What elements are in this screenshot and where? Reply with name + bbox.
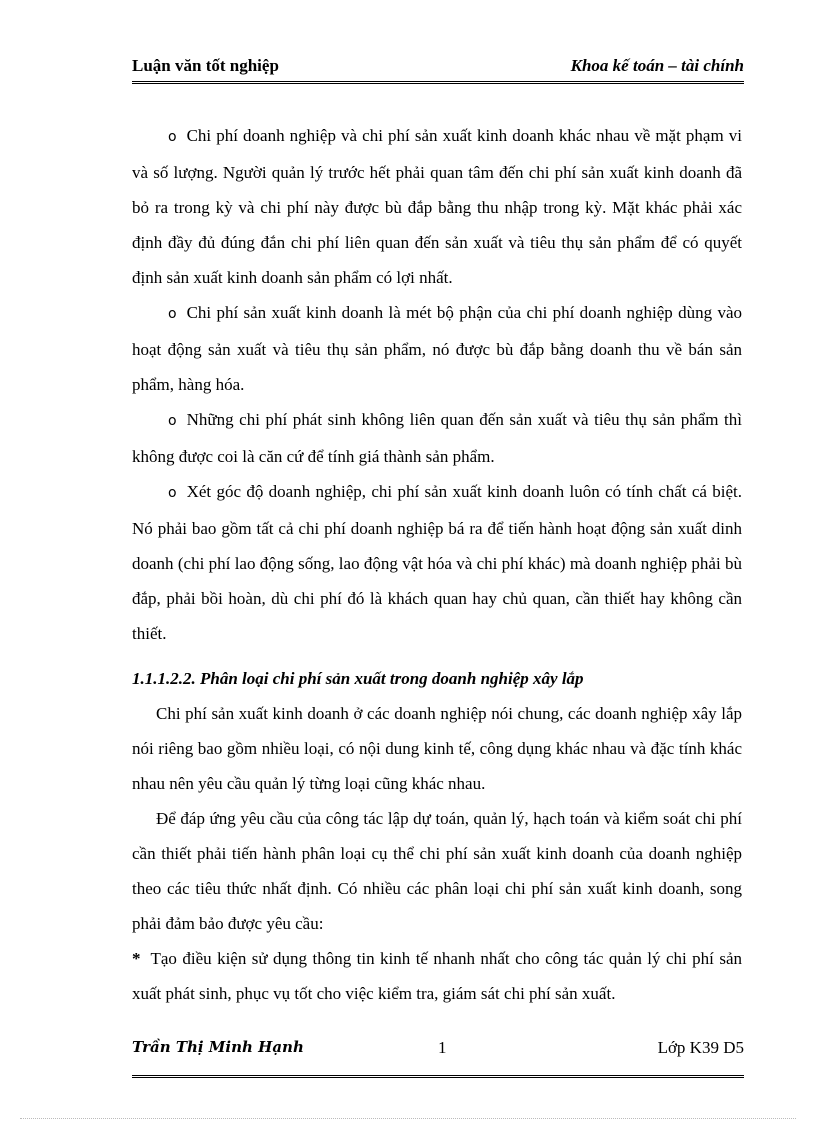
- bullet-paragraph: [132, 402, 742, 474]
- circle-bullet-icon: o: [168, 413, 177, 429]
- page-header: [132, 56, 744, 82]
- footer-divider: [132, 1075, 744, 1078]
- author-name: Trần Thị Minh Hạnh: [132, 1038, 304, 1056]
- body-paragraph: Chi phí sản xuất kinh doanh ở các doanh nghiệp nói chung, các doanh nghiệp xây lắp nói riêng bao gồm nhiều loại, có nội dung kinh tế, công dụng khác nhau và đặc tính khác nhau nên yêu cầu quản lý từng loại cũng khác nhau.: [132, 704, 742, 793]
- bullet-text: Chi phí doanh nghiệp và chi phí sản xuất kinh doanh khác nhau về mặt phạm vi và số lượng. Người quản lý trước hết phải quan tâm đến chi phí sản xuất kinh doanh đã bỏ ra trong kỳ và chi phí này được bù đắp bằng thu nhập trong kỳ. Mặt khác phải xác định đầy đủ đúng đắn chi phí liên quan đến sản xuất và tiêu thụ sản phẩm để có quyết định sản xuất kinh doanh sản phẩm có lợi nhất.: [132, 126, 742, 287]
- page-edge-divider: [20, 1118, 796, 1119]
- body-paragraph: Để đáp ứng yêu cầu của công tác lập dự toán, quản lý, hạch toán và kiểm soát chi phí cần thiết phải tiến hành phân loại cụ thể chi phí sản xuất kinh doanh của doanh nghiệp theo các tiêu thức nhất định. Có nhiều các phân loại chi phí sản xuất kinh doanh, song phải đảm bảo được yêu cầu:: [132, 809, 742, 933]
- star-item: [132, 941, 742, 1011]
- section-heading: 1.1.1.2.2. Phân loại chi phí sản xuất trong doanh nghiệp xây lắp: [132, 669, 584, 688]
- bullet-paragraph: [132, 118, 742, 295]
- circle-bullet-icon: o: [168, 306, 177, 322]
- header-divider: [132, 81, 744, 84]
- page-body: [132, 118, 742, 1011]
- bullet-text: Những chi phí phát sinh không liên quan đến sản xuất và tiêu thụ sản phẩm thì không được coi là căn cứ để tính giá thành sản phẩm.: [132, 410, 742, 466]
- page-footer: [132, 1038, 744, 1062]
- header-thesis-title: Luận văn tốt nghiệp: [132, 56, 279, 75]
- bullet-paragraph: [132, 295, 742, 402]
- bullet-text: Chi phí sản xuất kinh doanh là mét bộ phận của chi phí doanh nghiệp dùng vào hoạt động sản xuất và tiêu thụ sản phẩm, nó được bù đắp bằng doanh thu về bán sản phẩm, hàng hóa.: [132, 303, 742, 394]
- bullet-paragraph: [132, 474, 742, 651]
- page-number: 1: [438, 1038, 447, 1057]
- header-faculty: Khoa kế toán – tài chính: [570, 56, 744, 75]
- circle-bullet-icon: o: [168, 485, 177, 501]
- class-label: Lớp K39 D5: [657, 1038, 744, 1057]
- star-item-text: Tạo điều kiện sử dụng thông tin kinh tế nhanh nhất cho công tác quản lý chi phí sản xuất phát sinh, phục vụ tốt cho việc kiểm tra, giám sát chi phí sản xuất.: [132, 949, 742, 1003]
- circle-bullet-icon: o: [168, 129, 177, 145]
- asterisk-bullet-icon: *: [132, 949, 141, 968]
- bullet-text: Xét góc độ doanh nghiệp, chi phí sản xuất kinh doanh luôn có tính chất cá biệt. Nó phải bao gồm tất cả chi phí doanh nghiệp bá ra để tiến hành hoạt động sản xuất dinh doanh (chi phí lao động sống, lao động vật hóa và chi phí khác) mà doanh nghiệp phải bù đắp, phải bồi hoàn, dù chi phí đó là khách quan hay chủ quan, cần thiết hay không cần thiết.: [132, 482, 742, 643]
